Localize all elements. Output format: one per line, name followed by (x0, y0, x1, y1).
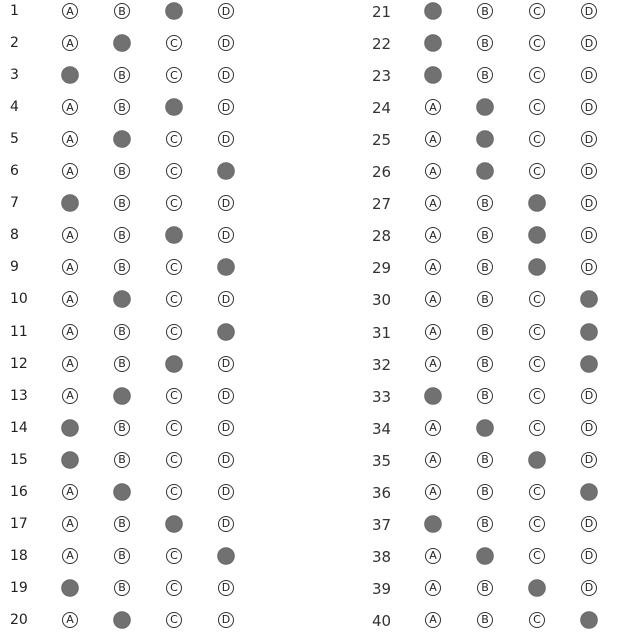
bubble-letter: B (481, 357, 489, 371)
bubble-letter: B (481, 581, 489, 595)
question-row-33 (0, 386, 640, 410)
bubble-letter: C (170, 36, 178, 50)
bubble-letter: A (66, 164, 74, 178)
bubble-letter: C (170, 453, 178, 467)
question-number: 24 (372, 99, 392, 118)
bubble-letter: C (170, 292, 178, 306)
answer-bubble-a[interactable] (425, 99, 441, 115)
bubble-letter: B (481, 260, 489, 274)
answer-bubble-c[interactable] (529, 356, 545, 372)
answer-bubble-a[interactable] (425, 580, 441, 596)
answer-bubble-c[interactable] (529, 324, 545, 340)
question-number: 15 (10, 451, 28, 468)
answer-bubble-d[interactable] (581, 35, 597, 51)
bubble-letter: A (66, 292, 74, 306)
bubble-letter: D (221, 613, 231, 627)
answer-bubble-b[interactable] (477, 420, 493, 436)
question-row-26 (0, 161, 640, 185)
answer-bubble-d[interactable] (581, 3, 597, 19)
bubble-letter: B (118, 421, 126, 435)
bubble-letter: A (429, 485, 437, 499)
question-row-27 (0, 193, 640, 217)
answer-bubble-d[interactable] (581, 420, 597, 436)
bubble-letter: A (429, 260, 437, 274)
bubble-circle (580, 611, 598, 629)
question-number: 37 (372, 515, 392, 534)
bubble-letter: C (170, 132, 178, 146)
bubble-circle (476, 419, 494, 437)
bubble-letter: A (66, 517, 74, 531)
bubble-letter: C (533, 613, 541, 627)
bubble-letter: A (429, 325, 437, 338)
bubble-letter: C (170, 613, 178, 627)
bubble-letter: C (170, 581, 178, 595)
question-number: 26 (372, 163, 392, 182)
question-number: 28 (372, 227, 392, 246)
question-number: 8 (10, 227, 19, 244)
bubble-letter: B (118, 68, 126, 82)
bubble-letter: A (429, 292, 437, 306)
answer-bubble-a[interactable] (425, 195, 441, 211)
question-row-28 (0, 225, 640, 249)
bubble-letter: D (221, 485, 231, 499)
answer-bubble-b[interactable] (477, 516, 493, 532)
answer-bubble-b[interactable] (477, 580, 493, 596)
bubble-letter: D (221, 292, 231, 306)
bubble-letter: D (584, 4, 594, 18)
answer-bubble-a[interactable] (425, 259, 441, 275)
answer-bubble-d[interactable] (581, 548, 597, 564)
question-row-38 (0, 546, 640, 570)
question-number: 20 (10, 611, 28, 628)
answer-bubble-a[interactable] (425, 452, 441, 468)
bubble-letter: B (118, 453, 126, 467)
bubble-circle (424, 2, 442, 20)
question-number: 25 (372, 131, 392, 150)
bubble-letter: D (584, 549, 594, 563)
question-number: 9 (10, 259, 19, 276)
question-row-32 (0, 354, 640, 378)
bubble-letter: B (481, 389, 489, 403)
bubble-letter: C (170, 164, 178, 178)
answer-bubble-a[interactable] (425, 484, 441, 500)
bubble-circle (424, 66, 442, 84)
bubble-letter: C (170, 196, 178, 210)
bubble-letter: A (66, 132, 74, 146)
question-number: 14 (10, 419, 28, 436)
question-row-21 (0, 1, 640, 25)
bubble-letter: D (221, 132, 231, 146)
question-number: 29 (372, 259, 392, 278)
answer-bubble-a[interactable] (425, 356, 441, 372)
bubble-letter: B (481, 228, 489, 242)
answer-bubble-d[interactable] (581, 67, 597, 83)
question-row-22 (0, 33, 640, 57)
bubble-letter: B (118, 517, 126, 531)
answer-bubble-a[interactable] (425, 131, 441, 147)
bubble-circle (476, 98, 494, 116)
bubble-letter: D (584, 68, 594, 82)
bubble-letter: B (118, 228, 126, 242)
question-number: 18 (10, 547, 28, 564)
bubble-letter: B (118, 357, 126, 371)
bubble-letter: C (533, 292, 541, 306)
answer-bubble-d[interactable] (581, 484, 597, 500)
bubble-letter: B (481, 453, 489, 467)
bubble-letter: A (429, 421, 437, 435)
answer-bubble-d[interactable] (581, 131, 597, 147)
bubble-circle (580, 483, 598, 501)
answer-bubble-c[interactable] (529, 548, 545, 564)
bubble-letter: D (584, 453, 594, 467)
answer-bubble-a[interactable] (425, 3, 441, 19)
question-row-35 (0, 450, 640, 474)
bubble-letter: B (481, 36, 489, 50)
bubble-letter: D (221, 196, 231, 210)
answer-bubble-c[interactable] (529, 131, 545, 147)
question-number: 1 (10, 3, 19, 19)
answer-bubble-c[interactable] (529, 195, 545, 211)
bubble-letter: A (66, 228, 74, 242)
question-number: 40 (372, 611, 392, 630)
question-number: 11 (10, 323, 28, 340)
answer-bubble-c[interactable] (529, 388, 545, 404)
bubble-letter: D (221, 36, 231, 50)
answer-bubble-b[interactable] (477, 195, 493, 211)
question-number: 3 (10, 67, 19, 84)
bubble-letter: A (66, 36, 74, 50)
bubble-letter: B (118, 196, 126, 210)
answer-bubble-b[interactable] (477, 163, 493, 179)
answer-bubble-d[interactable] (581, 324, 597, 340)
question-number: 12 (10, 355, 28, 372)
bubble-letter: B (481, 292, 489, 306)
question-row-40 (0, 610, 640, 634)
question-row-34 (0, 418, 640, 442)
bubble-letter: C (533, 421, 541, 435)
bubble-letter: B (118, 4, 126, 18)
answer-bubble-c[interactable] (529, 67, 545, 83)
answer-bubble-a[interactable] (425, 388, 441, 404)
bubble-circle (528, 227, 546, 245)
bubble-letter: D (584, 260, 594, 274)
bubble-letter: C (170, 485, 178, 499)
bubble-letter: C (533, 100, 541, 114)
bubble-letter: D (584, 132, 594, 146)
bubble-letter: A (429, 357, 437, 371)
question-number: 10 (10, 291, 28, 308)
answer-bubble-a[interactable] (425, 420, 441, 436)
question-number: 36 (372, 483, 392, 502)
bubble-letter: A (66, 260, 74, 274)
bubble-letter: D (221, 389, 231, 403)
question-number: 21 (372, 3, 392, 21)
bubble-letter: A (429, 453, 437, 467)
bubble-letter: C (170, 260, 178, 274)
bubble-letter: A (429, 549, 437, 563)
bubble-letter: C (170, 421, 178, 435)
answer-bubble-c[interactable] (529, 3, 545, 19)
bubble-circle (476, 130, 494, 148)
bubble-letter: C (170, 549, 178, 563)
answer-bubble-d[interactable] (581, 452, 597, 468)
answer-bubble-b[interactable] (477, 324, 493, 340)
answer-bubble-b[interactable] (477, 227, 493, 243)
bubble-letter: D (221, 4, 231, 18)
bubble-letter: D (221, 453, 231, 467)
answer-bubble-a[interactable] (425, 227, 441, 243)
question-row-36 (0, 482, 640, 506)
answer-bubble-c[interactable] (529, 227, 545, 243)
bubble-circle (580, 323, 598, 341)
bubble-letter: A (429, 196, 437, 210)
bubble-circle (424, 34, 442, 52)
answer-bubble-d[interactable] (581, 259, 597, 275)
answer-bubble-d[interactable] (581, 227, 597, 243)
answer-bubble-d[interactable] (581, 388, 597, 404)
bubble-letter: B (481, 485, 489, 499)
bubble-letter: C (170, 68, 178, 82)
answer-bubble-d[interactable] (581, 356, 597, 372)
question-row-25 (0, 129, 640, 153)
question-row-29 (0, 257, 640, 281)
bubble-letter: C (533, 4, 541, 18)
bubble-circle (528, 451, 546, 469)
bubble-letter: A (66, 100, 74, 114)
bubble-letter: D (221, 421, 231, 435)
question-number: 17 (10, 515, 28, 532)
question-number: 6 (10, 163, 19, 180)
answer-bubble-a[interactable] (425, 324, 441, 340)
answer-bubble-a[interactable] (425, 291, 441, 307)
question-number: 2 (10, 35, 19, 52)
bubble-letter: B (118, 164, 126, 178)
answer-bubble-c[interactable] (529, 99, 545, 115)
bubble-letter: C (533, 357, 541, 371)
bubble-letter: A (66, 357, 74, 371)
answer-bubble-b[interactable] (477, 612, 493, 628)
question-row-24 (0, 97, 640, 121)
answer-bubble-b[interactable] (477, 356, 493, 372)
answer-bubble-c[interactable] (529, 35, 545, 51)
question-number: 33 (372, 387, 392, 406)
bubble-letter: D (221, 517, 231, 531)
bubble-letter: D (221, 68, 231, 82)
bubble-letter: A (66, 613, 74, 627)
bubble-letter: C (533, 164, 541, 178)
bubble-circle (476, 162, 494, 180)
bubble-letter: D (221, 100, 231, 114)
bubble-letter: B (118, 549, 126, 563)
question-number: 35 (372, 451, 392, 470)
answer-bubble-b[interactable] (477, 484, 493, 500)
bubble-circle (528, 579, 546, 597)
question-number: 27 (372, 195, 392, 214)
question-number: 7 (10, 195, 19, 212)
bubble-letter: D (584, 517, 594, 531)
bubble-letter: A (66, 485, 74, 499)
question-row-31 (0, 322, 640, 346)
question-number: 16 (10, 483, 28, 500)
bubble-letter: A (429, 228, 437, 242)
answer-bubble-c[interactable] (529, 580, 545, 596)
question-row-30 (0, 289, 640, 313)
bubble-letter: B (118, 100, 126, 114)
answer-bubble-d[interactable] (581, 195, 597, 211)
bubble-letter: B (118, 325, 126, 338)
bubble-letter: B (118, 581, 126, 595)
answer-bubble-c[interactable] (529, 291, 545, 307)
answer-bubble-b[interactable] (477, 548, 493, 564)
answer-bubble-b[interactable] (477, 452, 493, 468)
question-row-23 (0, 65, 640, 89)
bubble-letter: C (533, 389, 541, 403)
bubble-letter: D (584, 36, 594, 50)
bubble-letter: C (533, 325, 541, 338)
question-number: 32 (372, 355, 392, 374)
bubble-letter: A (66, 389, 74, 403)
answer-bubble-a[interactable] (425, 548, 441, 564)
question-number: 34 (372, 419, 392, 438)
answer-bubble-d[interactable] (581, 580, 597, 596)
bubble-letter: B (481, 613, 489, 627)
bubble-letter: D (584, 581, 594, 595)
bubble-letter: C (533, 36, 541, 50)
bubble-letter: B (481, 325, 489, 338)
question-row-39 (0, 578, 640, 602)
answer-bubble-d[interactable] (581, 291, 597, 307)
bubble-circle (580, 355, 598, 373)
bubble-circle (528, 259, 546, 277)
question-number: 31 (372, 323, 392, 342)
answer-bubble-b[interactable] (477, 99, 493, 115)
bubble-circle (528, 194, 546, 212)
bubble-circle (424, 387, 442, 405)
bubble-letter: C (170, 389, 178, 403)
question-number: 39 (372, 579, 392, 598)
bubble-letter: D (584, 164, 594, 178)
bubble-letter: C (533, 517, 541, 531)
bubble-letter: D (584, 228, 594, 242)
answer-bubble-a[interactable] (425, 612, 441, 628)
answer-bubble-b[interactable] (477, 259, 493, 275)
bubble-letter: B (481, 517, 489, 531)
answer-bubble-a[interactable] (425, 163, 441, 179)
answer-bubble-d[interactable] (581, 99, 597, 115)
question-number: 13 (10, 387, 28, 404)
answer-bubble-a[interactable] (425, 516, 441, 532)
bubble-letter: B (481, 4, 489, 18)
question-number: 22 (372, 35, 392, 54)
answer-bubble-c[interactable] (529, 484, 545, 500)
bubble-letter: A (429, 581, 437, 595)
answer-bubble-c[interactable] (529, 420, 545, 436)
bubble-letter: B (481, 68, 489, 82)
bubble-letter: D (584, 389, 594, 403)
question-number: 19 (10, 579, 28, 596)
answer-bubble-a[interactable] (425, 35, 441, 51)
bubble-letter: C (170, 325, 178, 338)
bubble-letter: C (533, 132, 541, 146)
answer-bubble-b[interactable] (477, 35, 493, 51)
question-number: 38 (372, 547, 392, 566)
bubble-letter: D (584, 421, 594, 435)
bubble-letter: D (221, 581, 231, 595)
bubble-circle (424, 515, 442, 533)
bubble-letter: A (66, 4, 74, 18)
answer-bubble-a[interactable] (425, 67, 441, 83)
bubble-letter: A (429, 613, 437, 627)
bubble-letter: C (533, 485, 541, 499)
answer-bubble-c[interactable] (529, 259, 545, 275)
bubble-circle (476, 547, 494, 565)
answer-bubble-b[interactable] (477, 388, 493, 404)
bubble-letter: A (429, 132, 437, 146)
bubble-letter: A (429, 100, 437, 114)
answer-bubble-b[interactable] (477, 3, 493, 19)
answer-bubble-b[interactable] (477, 67, 493, 83)
answer-bubble-c[interactable] (529, 452, 545, 468)
bubble-letter: B (118, 260, 126, 274)
bubble-letter: C (533, 68, 541, 82)
bubble-letter: B (481, 196, 489, 210)
answer-bubble-d[interactable] (581, 163, 597, 179)
bubble-letter: A (429, 164, 437, 178)
bubble-letter: D (221, 228, 231, 242)
question-number: 4 (10, 99, 19, 116)
bubble-letter: D (584, 196, 594, 210)
bubble-letter: D (584, 100, 594, 114)
question-number: 23 (372, 67, 392, 86)
answer-bubble-c[interactable] (529, 516, 545, 532)
bubble-letter: D (221, 357, 231, 371)
question-number: 30 (372, 291, 392, 310)
answer-bubble-c[interactable] (529, 612, 545, 628)
bubble-letter: A (66, 325, 74, 338)
answer-bubble-d[interactable] (581, 516, 597, 532)
bubble-circle (580, 291, 598, 309)
question-row-37 (0, 514, 640, 538)
answer-bubble-b[interactable] (477, 131, 493, 147)
bubble-letter: A (66, 549, 74, 563)
question-number: 5 (10, 131, 19, 148)
answer-bubble-d[interactable] (581, 612, 597, 628)
bubble-letter: C (533, 549, 541, 563)
answer-bubble-b[interactable] (477, 291, 493, 307)
answer-bubble-c[interactable] (529, 163, 545, 179)
